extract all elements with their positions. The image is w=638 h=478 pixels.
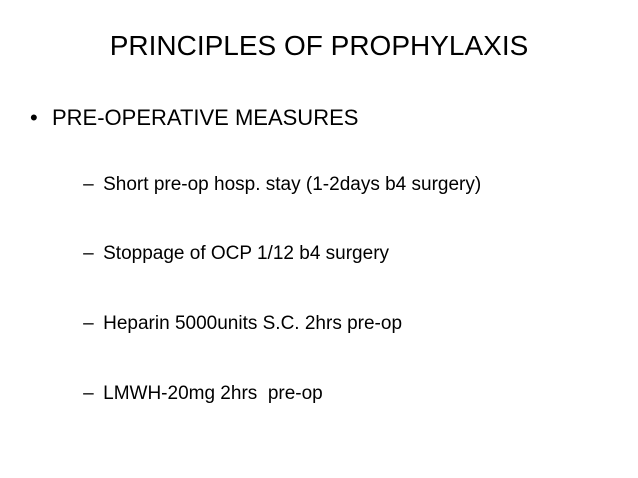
slide-title: PRINCIPLES OF PROPHYLAXIS: [109, 30, 529, 61]
bullet-item: [30, 103, 358, 133]
sub-item-marker: –: [83, 313, 94, 334]
sub-item-text: Stoppage of OCP 1/12 b4 surgery: [103, 243, 390, 264]
sub-item-marker: –: [83, 383, 94, 404]
sub-item-marker: –: [83, 243, 94, 264]
sub-item-text: Heparin 5000units S.C. 2hrs pre-op: [103, 313, 403, 334]
sub-item-text: Short pre-op hosp. stay (1-2days b4 surgery): [103, 174, 482, 195]
sub-item-marker: –: [83, 174, 94, 195]
bullet-marker: •: [30, 105, 38, 130]
sub-item: [62, 285, 402, 363]
bullet-text: PRE-OPERATIVE MEASURES: [52, 105, 359, 130]
sub-item: [62, 355, 323, 433]
sub-item: [62, 146, 481, 224]
sub-item: [62, 215, 389, 293]
sub-item-text: LMWH-20mg 2hrs pre-op: [103, 383, 323, 404]
